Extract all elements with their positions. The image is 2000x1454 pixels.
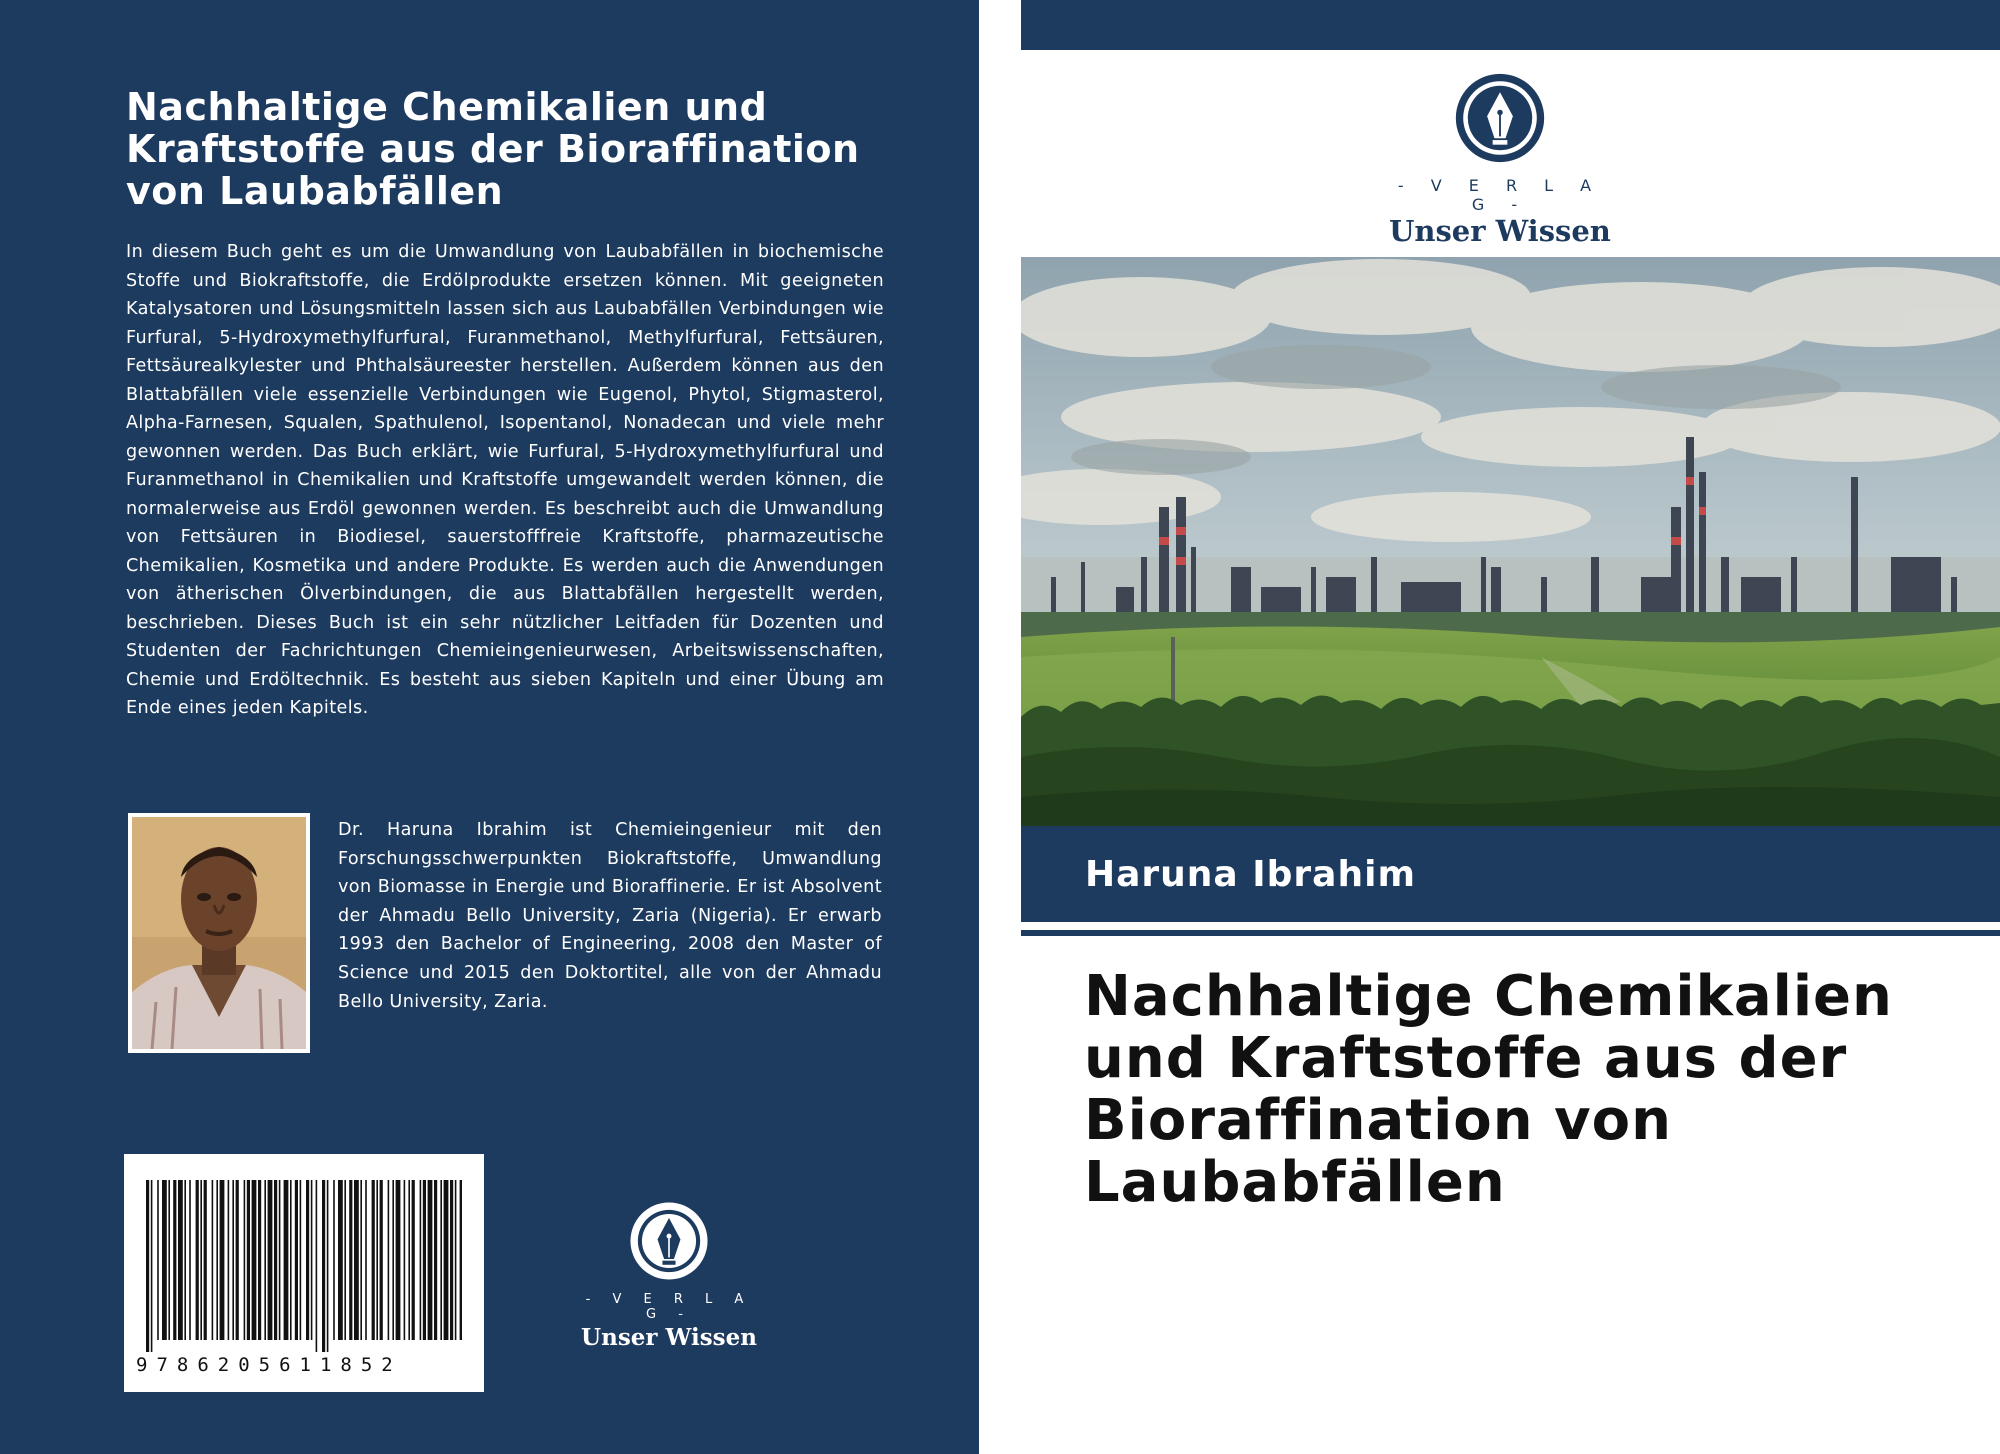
back-cover xyxy=(0,0,979,1454)
divider-line xyxy=(1021,930,2000,936)
publisher-logo-back xyxy=(576,1200,762,1351)
publisher-logo-front xyxy=(1380,72,1620,248)
isbn-digits: 9786205611852 xyxy=(136,1354,402,1376)
author-portrait xyxy=(128,813,310,1053)
spine xyxy=(979,0,1021,1454)
fountain-pen-nib-logo-icon xyxy=(1454,72,1546,164)
barcode-icon xyxy=(146,1180,462,1352)
author-name: Haruna Ibrahim xyxy=(1085,854,1416,895)
publisher-verlag-label: - V E R L A G - xyxy=(585,1292,753,1322)
fountain-pen-nib-logo-icon xyxy=(628,1200,710,1282)
book-description: In diesem Buch geht es um die Umwandlung von Laubabfällen in biochemische Stoffe und Biokraftstoffe, die Erdölprodukte ersetzen können. Mit geeigneten Katalysatoren und Lösungsmitteln lassen sich aus Laubabfällen Verbindungen wie Furfural, 5-Hydroxymethylfurfural, Furanmethanol, Methylfurfural, Fettsäuren, Fettsäurealkylester und Phthalsäureester herstellen. Außerdem können aus den Blattabfällen viele essenzielle Verbindungen wie Eugenol, Phytol, Stigmasterol, Alpha-Farnesen, Squalen, Spathulenol, Isopentanol, Nonadecan und viele mehr gewonnen werden. Das Buch erklärt, wie Furfural, 5-Hydroxymethylfurfural und Furanmethanol in Chemikalien und Kraftstoffe umgewandelt werden können, die normalerweise aus Erdöl gewonnen werden. Es beschreibt auch die Umwandlung von Fettsäuren in Biodiesel, sauerstofffreie Kraftstoffe, pharmazeutische Chemikalien, Kosmetika und andere Produkte. Es werden auch die Anwendungen von ätherischen Ölverbindungen, die aus Blattabfällen hergestellt werden, beschrieben. Dieses Buch ist ein sehr nützlicher Leitfaden für Dozenten und Studenten der Fachrichtungen Chemieingenieurwesen, Arbeitswissenschaften, Chemie und Erdöltechnik. Es besteht aus sieben Kapiteln und einer Übung am Ende eines jeden Kapitels. xyxy=(126,242,884,718)
author-bar xyxy=(1021,826,2000,922)
back-cover-title: Nachhaltige Chemikalien und Kraftstoffe aus der Bioraffination von Laubabfällen xyxy=(126,85,860,213)
front-top-bar xyxy=(1021,0,2000,50)
publisher-name: Unser Wissen xyxy=(1389,214,1611,248)
publisher-verlag-label: - V E R L A G - xyxy=(1397,176,1603,214)
author-biography: Dr. Haruna Ibrahim ist Chemieingenieur mit den Forschungsschwerpunkten Biokraftstoffe, Umwandlung von Biomasse in Energie und Bioraffinerie. Er ist Absolvent der Ahmadu Bello University, Zaria (Nigeria). Er erwarb 1993 den Bachelor of Engineering, 2008 den Master of Science und 2015 den Doktortitel, alle von der Ahmadu Bello University, Zaria. xyxy=(338,820,882,1012)
isbn-barcode xyxy=(124,1154,484,1392)
publisher-name: Unser Wissen xyxy=(581,1324,757,1351)
front-cover-title: Nachhaltige Chemikalien und Kraftstoffe aus der Bioraffination von Laubabfällen xyxy=(1084,964,1893,1215)
cover-photo-refinery-landscape xyxy=(1021,257,2000,826)
